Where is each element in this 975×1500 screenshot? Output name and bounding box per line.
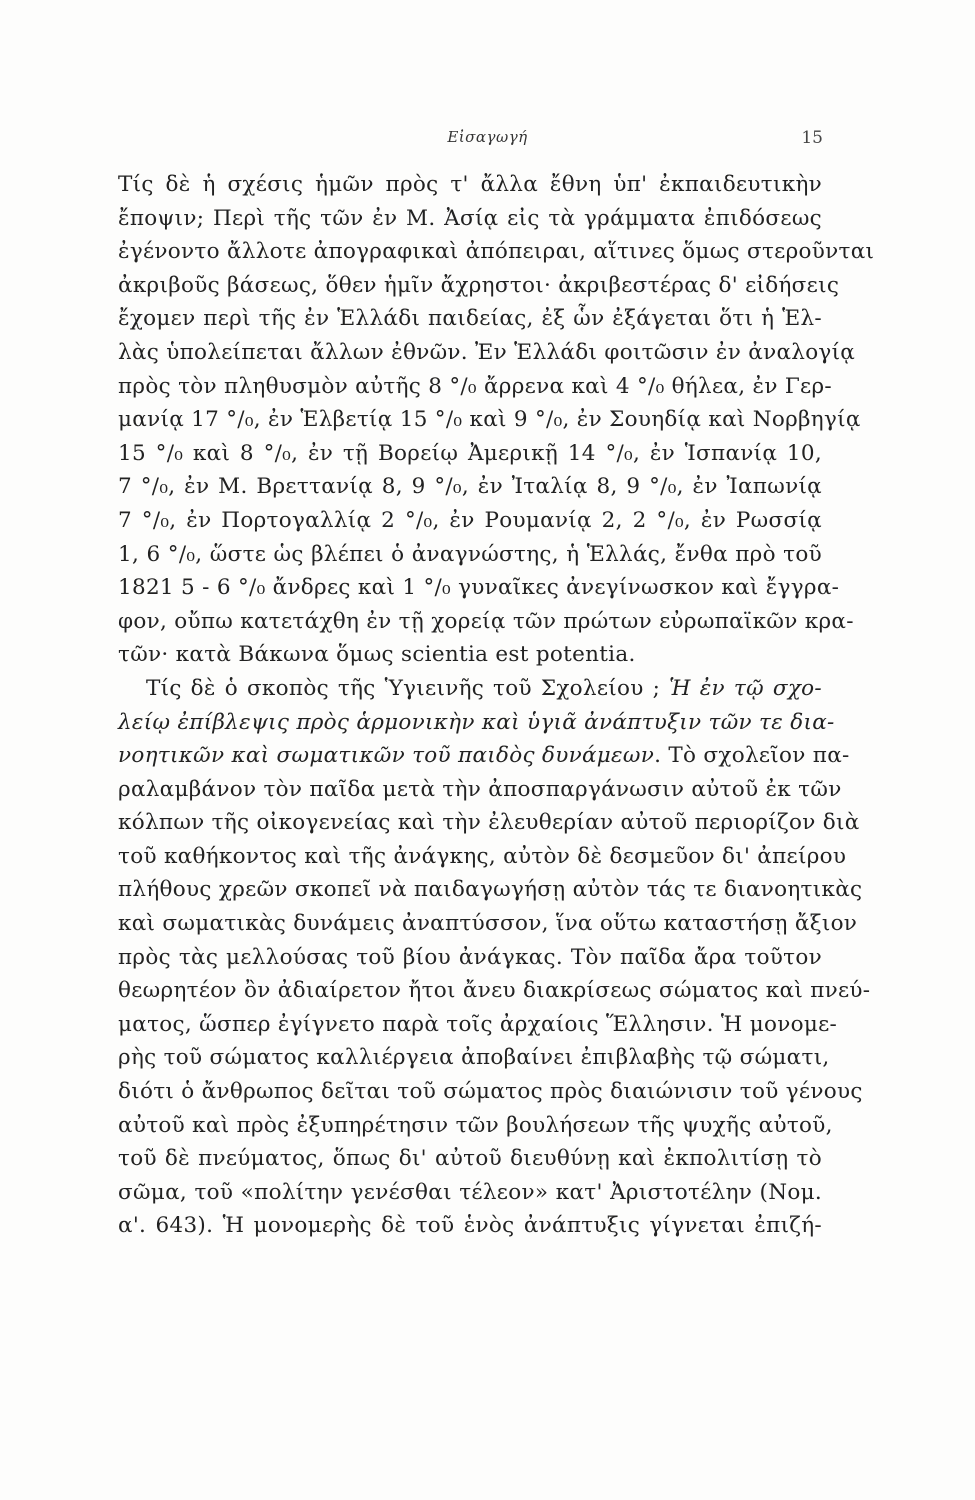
text-line: α'. 643). Ἡ μονομερὴς δὲ τοῦ ἑνὸς ἀνάπτυξις γίγνεται ἐπιζή-: [118, 1213, 822, 1239]
text-line: πρὸς τὸν πληθυσμὸν αὐτῆς 8 °/₀ ἄρρενα καὶ 4 °/₀ θήλεα, ἐν Γερ-: [118, 373, 833, 399]
text-line: 1821 5 - 6 °/₀ ἄνδρες καὶ 1 °/₀ γυναῖκες ἀνεγίνωσκον καὶ ἔγγρα-: [118, 575, 840, 601]
text-line: καὶ σωματικὰς δυνάμεις ἀναπτύσσον, ἵνα οὕτω καταστήσῃ ἄξιον: [118, 911, 858, 937]
text-line: 1, 6 °/₀, ὥστε ὡς βλέπει ὁ ἀναγνώστης, ἡ Ἑλλάς, ἔνθα πρὸ τοῦ: [118, 541, 822, 567]
italic-segment: λείῳ ἐπίβλεψις πρὸς ἁρμονικὴν καὶ ὑγιᾶ ἀνάπτυξιν τῶν τε δια-: [118, 709, 835, 735]
page-number: 15: [801, 128, 823, 148]
text-line: κόλπων τῆς οἰκογενείας καὶ τὴν ἐλευθερίαν αὐτοῦ περιορίζον διὰ: [118, 810, 860, 836]
plain-segment: . Τὸ σχολεῖον πα-: [654, 743, 850, 769]
text-line: ἀκριβοῦς βάσεως, ὅθεν ἡμῖν ἄχρηστοι· ἀκριβεστέρας δ' εἰδήσεις: [118, 272, 840, 298]
italic-segment: νοητικῶν καὶ σωματικῶν τοῦ παιδὸς δυνάμεων: [118, 743, 655, 769]
text-line: Τίς δὲ ἡ σχέσις ἡμῶν πρὸς τ' ἄλλα ἔθνη ὑπ' ἐκπαιδευτικὴν: [118, 172, 822, 197]
text-line: ραλαμβάνον τὸν παῖδα μετὰ τὴν ἀποσπαργάνωσιν αὐτοῦ ἐκ τῶν: [118, 776, 842, 802]
text-line: 15 °/₀ καὶ 8 °/₀, ἐν τῇ Βορείῳ Ἀμερικῇ 14 °/₀, ἐν Ἱσπανίᾳ 10,: [118, 440, 822, 466]
text-line: πρὸς τὰς μελλούσας τοῦ βίου ἀνάγκας. Τὸν παῖδα ἄρα τοῦτον: [118, 944, 822, 970]
text-line: ἔχομεν περὶ τῆς ἐν Ἑλλάδι παιδείας, ἐξ ὧν ἐξάγεται ὅτι ἡ Ἑλ-: [118, 306, 822, 332]
text-line: θεωρητέον ὂν ἀδιαίρετον ἤτοι ἄνευ διακρίσεως σώματος καὶ πνεύ-: [118, 978, 871, 1004]
text-line: διότι ὁ ἄνθρωπος δεῖται τοῦ σώματος πρὸς διαιώνισιν τοῦ γένους: [118, 1079, 863, 1105]
text-line: 7 °/₀, ἐν Μ. Βρεττανίᾳ 8, 9 °/₀, ἐν Ἰταλίᾳ 8, 9 °/₀, ἐν Ἰαπωνίᾳ: [118, 474, 822, 500]
text-line: μανίᾳ 17 °/₀, ἐν Ἑλβετίᾳ 15 °/₀ καὶ 9 °/₀, ἐν Σουηδίᾳ καὶ Νορβηγίᾳ: [118, 407, 861, 433]
plain-segment: Τίς δὲ ὁ σκοπὸς τῆς Ὑγιεινῆς τοῦ Σχολείου ;: [146, 675, 670, 701]
running-head: [0, 128, 975, 152]
running-title: Εἰσαγωγή: [447, 128, 528, 146]
body-text: [118, 168, 875, 1243]
text-line-mixed: [118, 672, 822, 706]
text-line: τοῦ καθήκοντος καὶ τῆς ἀνάγκης, αὐτὸν δὲ δεσμεῦον δι' ἀπείρου: [118, 843, 847, 869]
text-line: λὰς ὑπολείπεται ἄλλων ἐθνῶν. Ἐν Ἑλλάδι φοιτῶσιν ἐν ἀναλογίᾳ: [118, 339, 856, 365]
text-line-mixed: [118, 739, 850, 773]
text-line: ἔποψιν; Περὶ τῆς τῶν ἐν Μ. Ἀσίᾳ εἰς τὰ γράμματα ἐπιδόσεως: [118, 205, 822, 231]
text-line: ματος, ὥσπερ ἐγίγνετο παρὰ τοῖς ἀρχαίοις Ἕλλησιν. Ἡ μονομε-: [118, 1011, 838, 1037]
text-line: ἐγένοντο ἄλλοτε ἀπογραφικαὶ ἀπόπειραι, αἵτινες ὅμως στεροῦνται: [118, 239, 875, 265]
text-line: 7 °/₀, ἐν Πορτογαλλίᾳ 2 °/₀, ἐν Ρουμανίᾳ 2, 2 °/₀, ἐν Ρωσσίᾳ: [118, 507, 822, 533]
text-line: αὐτοῦ καὶ πρὸς ἐξυπηρέτησιν τῶν βουλήσεων τῆς ψυχῆς αὐτοῦ,: [118, 1112, 833, 1138]
text-line: πλήθους χρεῶν σκοπεῖ νὰ παιδαγωγήσῃ αὐτὸν τάς τε διανοητικὰς: [118, 877, 863, 903]
text-line: τοῦ δὲ πνεύματος, ὅπως δι' αὐτοῦ διευθύνῃ καὶ ἐκπολιτίσῃ τὸ: [118, 1146, 822, 1172]
italic-segment: Ἡ ἐν τῷ σχο-: [669, 675, 822, 701]
text-line: τῶν· κατὰ Βάκωνα ὅμως scientia est potentia.: [118, 642, 636, 668]
text-line: φον, οὔπω κατετάχθη ἐν τῇ χορείᾳ τῶν πρώτων εὐρωπαϊκῶν κρα-: [118, 608, 854, 634]
text-line-mixed: [118, 706, 835, 740]
text-line: ρὴς τοῦ σώματος καλλιέργεια ἀποβαίνει ἐπιβλαβὴς τῷ σώματι,: [118, 1045, 830, 1071]
text-line: σῶμα, τοῦ «πολίτην γενέσθαι τέλεον» κατ' Ἀριστοτέλην (Νομ.: [118, 1179, 822, 1205]
